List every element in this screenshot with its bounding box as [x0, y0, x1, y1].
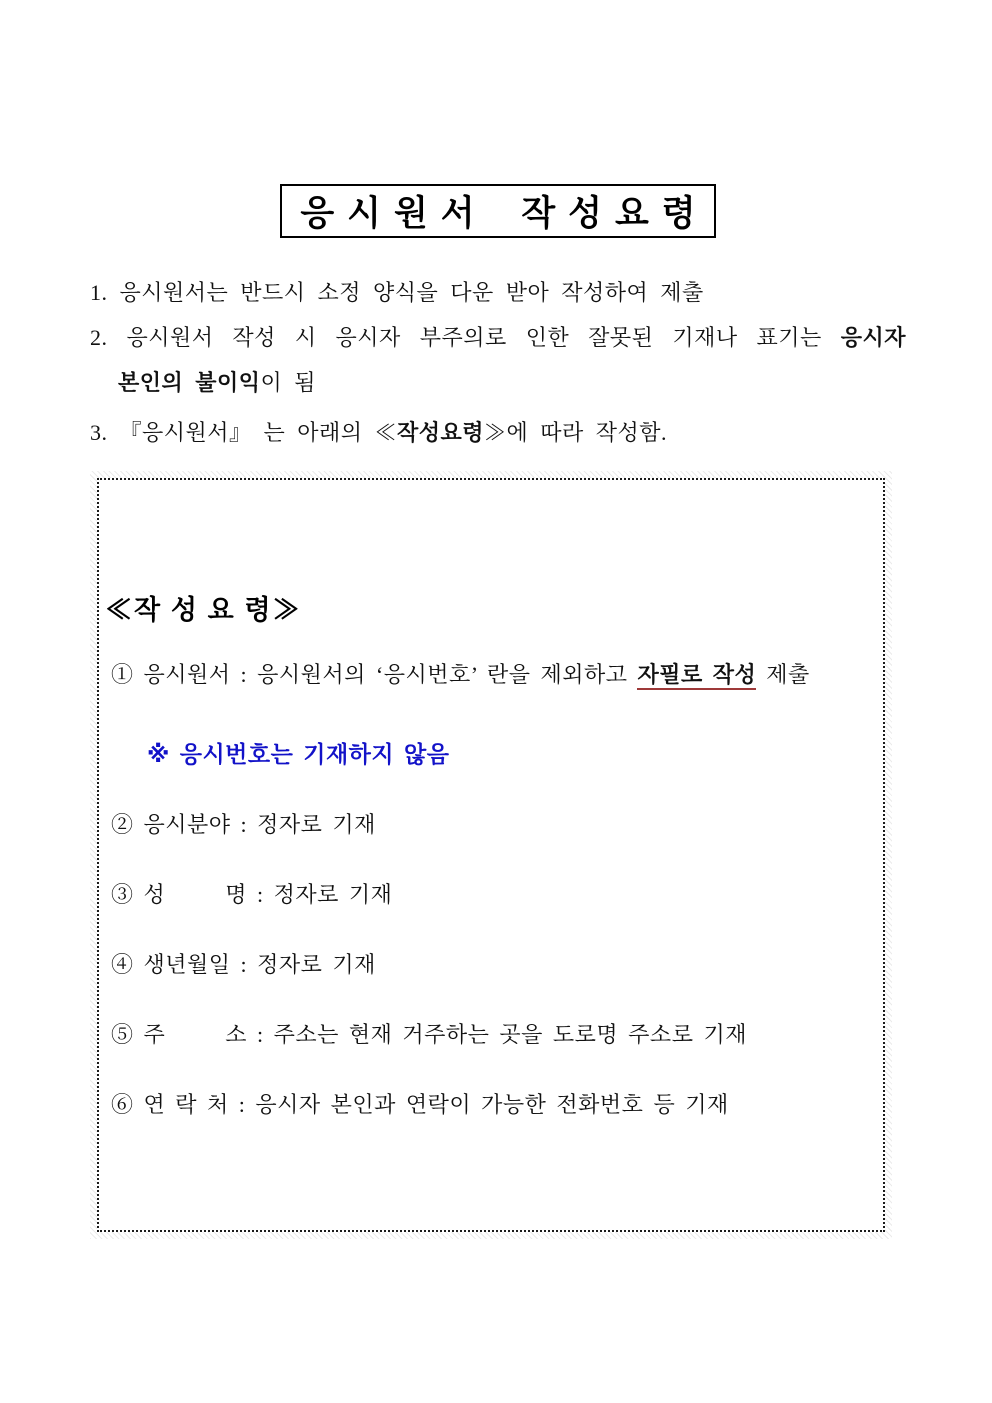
guideline-item-5-text: 주소는 현재 거주하는 곳을 도로명 주소로 기재: [273, 1022, 747, 1047]
intro-item-3-pre: 『응시원서』 는 아래의 ≪: [119, 420, 398, 445]
guideline-item-6-label: 연 락 처: [143, 1092, 229, 1117]
intro-item-3-bold: 작성요령: [397, 420, 485, 445]
intro-item-2-line-1: [90, 323, 906, 353]
guideline-item-1: [111, 658, 810, 689]
guideline-item-3: [111, 878, 392, 909]
guideline-item-2-text: 정자로 기재: [257, 812, 376, 837]
guideline-item-6-number: ⑥: [111, 1092, 134, 1117]
guideline-item-5-label: 주 소: [143, 1022, 248, 1047]
guideline-item-3-label: 성 명: [143, 882, 248, 907]
guideline-item-3-separator: :: [247, 882, 274, 907]
guideline-item-1-label: 응시원서: [143, 662, 231, 687]
guideline-item-6: [111, 1088, 729, 1119]
guideline-item-6-text: 응시자 본인과 연락이 가능한 전화번호 등 기재: [255, 1092, 729, 1117]
intro-item-1: [90, 278, 906, 308]
guideline-item-4: [111, 948, 376, 979]
intro-item-2-bold: 응시자: [840, 325, 907, 350]
guideline-item-2-separator: :: [230, 812, 258, 837]
intro-item-2-number: 2.: [90, 325, 108, 350]
guideline-heading: ≪작 성 요 령≫: [105, 595, 302, 625]
guideline-item-5-number: ⑤: [111, 1022, 134, 1047]
guideline-item-2-number: ②: [111, 812, 134, 837]
guideline-item-2-label: 응시분야: [143, 812, 231, 837]
intro-item-2-line-2-rest: 이 됨: [260, 370, 317, 395]
intro-item-1-number: 1.: [90, 280, 108, 305]
intro-item-3-number: 3.: [90, 420, 108, 445]
document-title: 응시원서 작성요령: [300, 194, 709, 233]
guideline-item-4-separator: :: [230, 952, 258, 977]
document-title-box: [280, 184, 716, 238]
guideline-item-3-number: ③: [111, 882, 134, 907]
intro-item-2-text: 응시원서 작성 시 응시자 부주의로 인한 잘못된 기재나 표기는: [126, 325, 822, 350]
intro-item-2-line-2-bold: 본인의 불이익: [118, 370, 261, 395]
guideline-item-4-label: 생년월일: [143, 952, 231, 977]
intro-item-1-text: 응시원서는 반드시 소정 양식을 다운 받아 작성하여 제출: [119, 280, 704, 305]
intro-item-2-line-2: [118, 368, 316, 398]
guideline-item-1-emphasis: 자필로 작성: [637, 662, 756, 690]
intro-item-3: [90, 418, 906, 448]
guideline-item-5-separator: :: [247, 1022, 274, 1047]
guideline-item-1-separator: :: [230, 662, 258, 687]
guideline-box: [97, 478, 885, 1232]
guideline-item-5: [111, 1018, 747, 1049]
guideline-box-shadow: [90, 471, 892, 1239]
guideline-note: ※ 응시번호는 기재하지 않음: [147, 741, 450, 767]
intro-item-3-post: ≫에 따라 작성함.: [484, 420, 668, 445]
guideline-item-1-pre: 응시원서의 ‘응시번호’ 란을 제외하고: [257, 662, 638, 687]
guideline-item-6-separator: :: [228, 1092, 256, 1117]
guideline-item-3-text: 정자로 기재: [273, 882, 393, 907]
guideline-item-4-text: 정자로 기재: [257, 952, 376, 977]
guideline-item-2: [111, 808, 376, 839]
guideline-item-1-post: 제출: [756, 662, 810, 687]
guideline-item-4-number: ④: [111, 952, 134, 977]
guideline-item-1-number: ①: [111, 662, 134, 687]
